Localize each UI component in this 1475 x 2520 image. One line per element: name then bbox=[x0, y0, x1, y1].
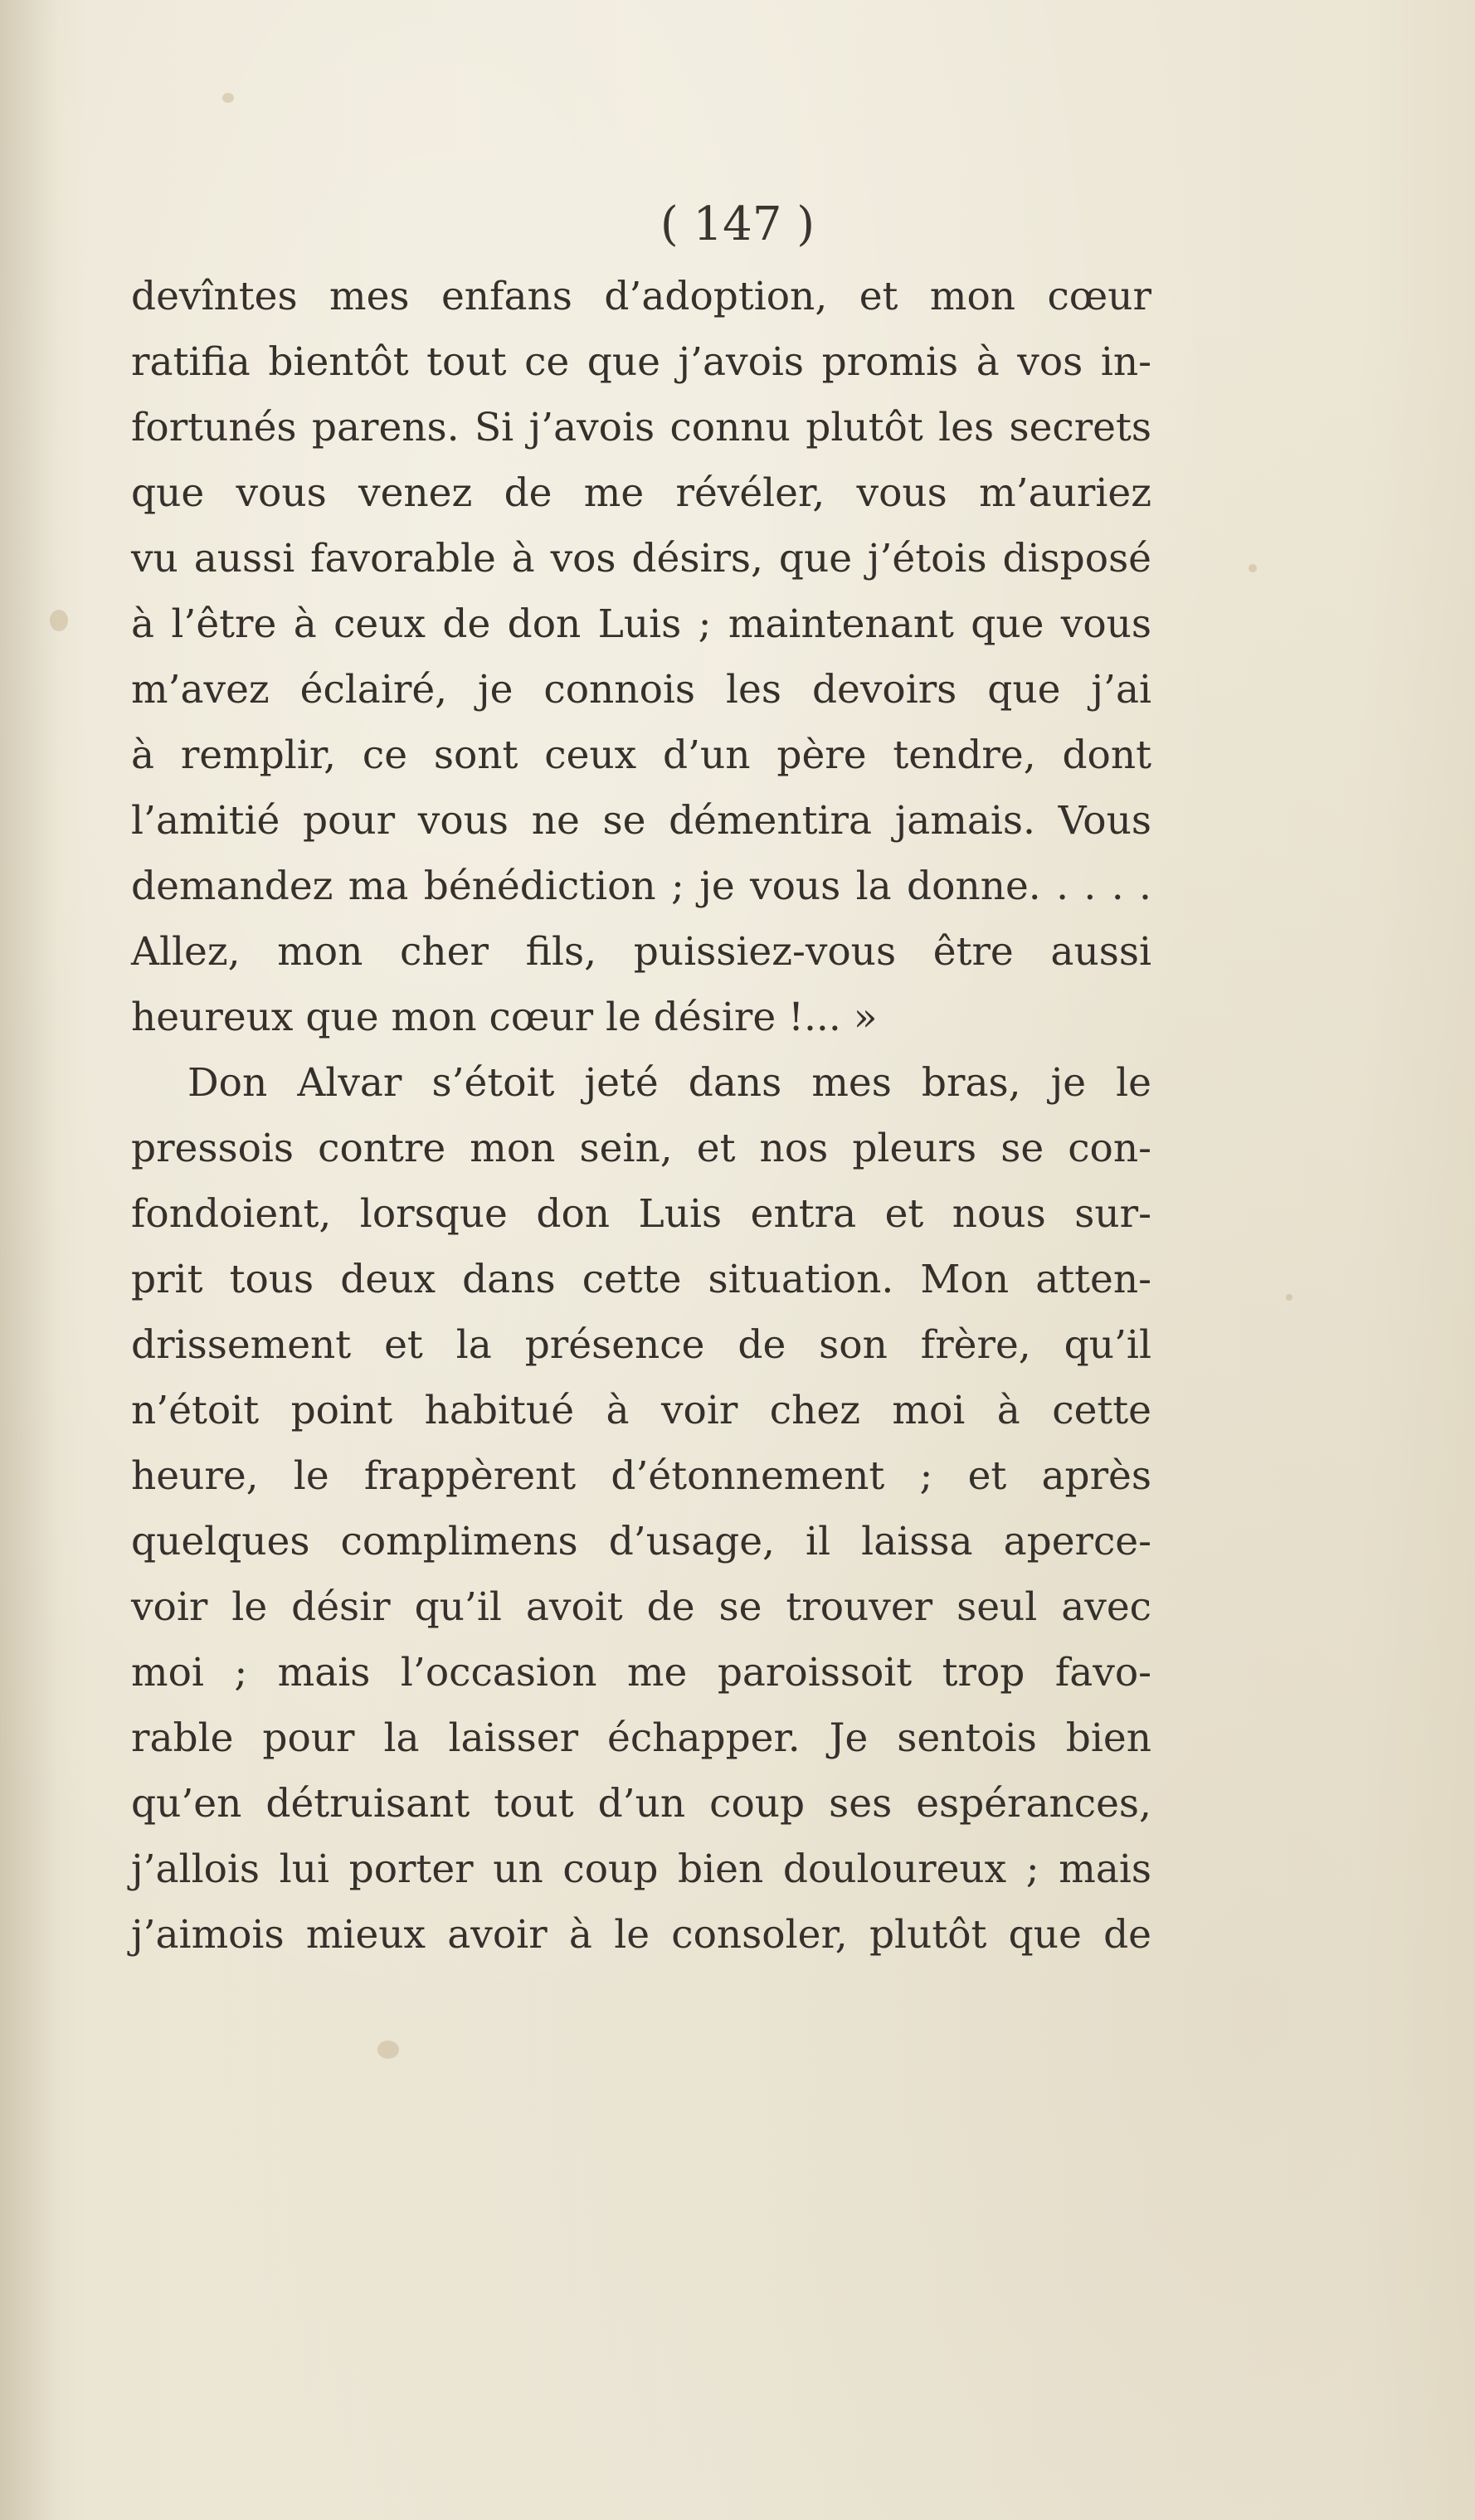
text-line: heure, le frappèrent d’étonnement ; et après bbox=[131, 1453, 1151, 1499]
foxing-spot bbox=[1249, 564, 1257, 572]
text-line: l’amitié pour vous ne se démentira jamais. Vous bbox=[131, 798, 1151, 844]
text-line: heureux que mon cœur le désire !... » bbox=[131, 995, 878, 1040]
text-line: fortunés parens. Si j’avois connu plutôt les secrets bbox=[131, 405, 1151, 450]
foxing-spot bbox=[222, 93, 234, 103]
text-line: m’avez éclairé, je connois les devoirs que j’ai bbox=[131, 667, 1151, 713]
text-line: qu’en détruisant tout d’un coup ses espérances, bbox=[131, 1781, 1151, 1827]
foxing-spot bbox=[377, 2041, 399, 2059]
text-line: Allez, mon cher fils, puissiez-vous être aussi bbox=[131, 929, 1151, 975]
text-line: moi ; mais l’occasion me paroissoit trop favo- bbox=[131, 1650, 1151, 1695]
text-line: à l’être à ceux de don Luis ; maintenant que vous bbox=[131, 601, 1151, 647]
foxing-spot bbox=[50, 610, 68, 631]
text-line: n’étoit point habitué à voir chez moi à cette bbox=[131, 1388, 1151, 1433]
text-line: prit tous deux dans cette situation. Mon atten- bbox=[131, 1257, 1151, 1302]
page-number: ( 147 ) bbox=[660, 197, 815, 251]
text-line: Don Alvar s’étoit jeté dans mes bras, je le bbox=[187, 1060, 1151, 1106]
text-line: j’allois lui porter un coup bien douloureux ; mais bbox=[131, 1846, 1151, 1892]
text-line: fondoient, lorsque don Luis entra et nous sur- bbox=[131, 1191, 1151, 1237]
text-line: demandez ma bénédiction ; je vous la donne. . . . . bbox=[131, 864, 1151, 909]
text-line: j’aimois mieux avoir à le consoler, plutôt que de bbox=[131, 1912, 1151, 1958]
text-line: pressois contre mon sein, et nos pleurs se con- bbox=[131, 1126, 1151, 1171]
text-line: drissement et la présence de son frère, qu’il bbox=[131, 1322, 1151, 1368]
foxing-spot bbox=[1286, 1294, 1292, 1301]
text-line: voir le désir qu’il avoit de se trouver seul avec bbox=[131, 1584, 1151, 1630]
page-gutter-shadow bbox=[0, 0, 58, 2520]
text-line: quelques complimens d’usage, il laissa aperce- bbox=[131, 1519, 1151, 1564]
text-line: vu aussi favorable à vos désirs, que j’étois disposé bbox=[131, 536, 1151, 581]
body-text bbox=[131, 264, 1151, 1968]
text-line: à remplir, ce sont ceux d’un père tendre, dont bbox=[131, 732, 1151, 778]
text-line: rable pour la laisser échapper. Je sentois bien bbox=[131, 1715, 1151, 1761]
text-line: devîntes mes enfans d’adoption, et mon cœur bbox=[131, 274, 1151, 319]
text-line: que vous venez de me révéler, vous m’auriez bbox=[131, 470, 1151, 516]
text-line: ratifia bientôt tout ce que j’avois promis à vos in- bbox=[131, 339, 1151, 385]
